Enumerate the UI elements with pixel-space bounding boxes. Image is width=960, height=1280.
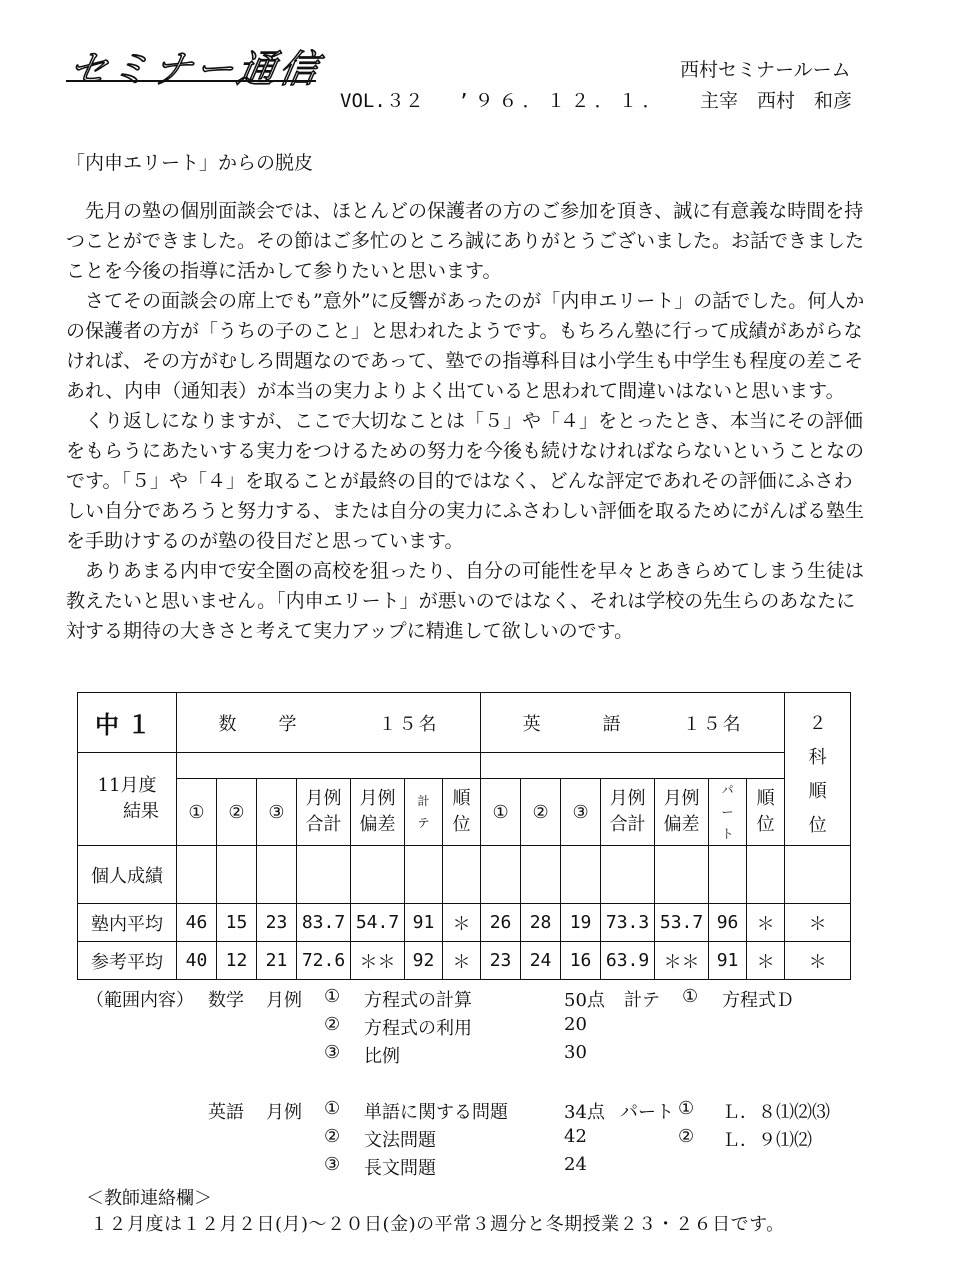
eng-col-part-label: パート	[721, 783, 734, 841]
table-cell: 53.7	[655, 904, 709, 942]
eng-col-q2: ②	[521, 779, 561, 846]
paragraph-1: 先月の塾の個別面談会では、ほとんどの保護者の方のご参加を頂き、誠に有意義な時間を持つことができました。その節はご多忙のところ誠にありがとうございました。お話できましたことを今後の指導に活かして参りたいと思います。	[66, 200, 865, 282]
table-cell	[561, 846, 601, 904]
math-col-rank-label: 順位	[452, 788, 471, 835]
math-test-item-name: 方程式Ｄ	[722, 990, 794, 1011]
table-cell: 92	[405, 942, 443, 980]
eng-col-q3: ③	[561, 779, 601, 846]
english-subject-label: 英語	[208, 1102, 244, 1123]
article-body	[66, 196, 866, 646]
math-item-1-points: 50点	[564, 990, 605, 1011]
two-subject-rank-header	[785, 693, 851, 846]
english-item-2-points: 42	[564, 1126, 587, 1147]
math-col-kei-label: 計テ	[417, 794, 430, 830]
math-col-dev	[351, 779, 405, 846]
math-col-total	[297, 779, 351, 846]
table-cell: ＊	[443, 904, 481, 942]
volume-number: VOL.３２	[340, 90, 424, 112]
table-cell: 40	[177, 942, 217, 980]
math-col-dev-label: 月例偏差	[359, 788, 396, 835]
english-test-item-2-name: Ｌ．９⑴⑵	[722, 1130, 812, 1151]
table-row-personal	[78, 846, 851, 904]
eng-col-q1: ①	[481, 779, 521, 846]
math-item-2-no: ②	[324, 1014, 341, 1035]
english-test-item-1-no: ①	[678, 1098, 695, 1119]
article-headline: 「内申エリート」からの脱皮	[66, 152, 314, 174]
english-type-label: 月例	[266, 1102, 302, 1123]
math-subject-label: 数学	[208, 990, 244, 1011]
table-cell	[297, 846, 351, 904]
row-label-reference: 参考平均	[78, 942, 177, 980]
table-cell: 15	[217, 904, 257, 942]
table-header-row	[78, 693, 851, 753]
owner-name: 主宰 西村 和彦	[700, 90, 853, 112]
table-cell: ＊	[785, 942, 851, 980]
table-cell	[405, 846, 443, 904]
table-cell: 83.7	[297, 904, 351, 942]
range-contents	[86, 986, 906, 1179]
range-label: （範囲内容）	[86, 990, 194, 1011]
eng-col-dev-label: 月例偏差	[663, 788, 700, 835]
english-item-3-no: ③	[324, 1154, 341, 1175]
eng-col-part	[709, 779, 747, 846]
table-cell: 23	[257, 904, 297, 942]
table-subheader-row-1	[78, 753, 851, 779]
two-subject-rank-label: ２科順位	[808, 713, 827, 836]
english-test-label: パート	[620, 1102, 674, 1123]
table-cell: 16	[561, 942, 601, 980]
math-col-kei	[405, 779, 443, 846]
paragraph-2: さてその面談会の席上でも”意外”に反響があったのが「内申エリート」の話でした。何人かの保護者の方が「うちの子のこと」と思われたようです。もちろん塾に行って成績があがらなければ、その方がむしろ問題なのであって、塾での指導科目は小学生も中学生も程度の差こそあれ、内申（通知表）が本当の実力よりよく出ていると思われて間違いはないと思います。	[66, 290, 865, 402]
math-col-rank	[443, 779, 481, 846]
newsletter-title: セミナー通信	[65, 47, 326, 91]
english-item-3-points: 24	[564, 1154, 587, 1175]
org-name: 西村セミナールーム	[680, 59, 851, 81]
month-result-label	[78, 753, 177, 846]
table-cell: 72.6	[297, 942, 351, 980]
table-cell: 96	[709, 904, 747, 942]
english-item-1-no: ①	[324, 1098, 341, 1119]
table-cell	[443, 846, 481, 904]
teacher-contact-heading: ＜教師連絡欄＞	[86, 1188, 212, 1209]
english-header: 英 語 １５名	[481, 693, 785, 753]
english-item-1-name: 単語に関する問題	[364, 1102, 508, 1123]
table-cell: ＊＊	[351, 942, 405, 980]
table-cell	[481, 846, 521, 904]
table-cell: 54.7	[351, 904, 405, 942]
paragraph-4: ありあまる内申で安全圏の高校を狙ったり、自分の可能性を早々とあきらめてしまう生徒は教えたいと思いません。「内申エリート」が悪いのではなく、それは学校の先生らのあなたに対する期待の大きさと考えて実力アップに精進して欲しいのです。	[66, 560, 865, 642]
math-test-label: 計テ	[624, 990, 660, 1011]
math-col-q2: ②	[217, 779, 257, 846]
english-subheader-spacer	[481, 753, 785, 779]
eng-col-rank-label: 順位	[756, 788, 775, 835]
table-cell: 91	[709, 942, 747, 980]
math-subheader-spacer	[177, 753, 481, 779]
table-row-reference-average	[78, 942, 851, 980]
math-item-3-name: 比例	[364, 1046, 400, 1067]
table-cell	[217, 846, 257, 904]
math-item-2-name: 方程式の利用	[364, 1018, 472, 1039]
math-col-total-label: 月例合計	[305, 788, 342, 835]
table-cell	[351, 846, 405, 904]
table-cell: ＊＊	[655, 942, 709, 980]
table-cell	[747, 846, 785, 904]
table-cell	[257, 846, 297, 904]
eng-col-rank	[747, 779, 785, 846]
english-item-3-name: 長文問題	[364, 1158, 436, 1179]
table-cell	[601, 846, 655, 904]
math-type-label: 月例	[266, 990, 302, 1011]
math-item-1-name: 方程式の計算	[364, 990, 472, 1011]
eng-col-dev	[655, 779, 709, 846]
english-item-2-no: ②	[324, 1126, 341, 1147]
math-item-2-points: 20	[564, 1014, 587, 1035]
table-cell: 12	[217, 942, 257, 980]
table-cell	[655, 846, 709, 904]
table-cell: 23	[481, 942, 521, 980]
math-item-1-no: ①	[324, 986, 341, 1007]
table-cell: 24	[521, 942, 561, 980]
table-cell: 26	[481, 904, 521, 942]
results-table	[77, 692, 851, 980]
math-item-3-no: ③	[324, 1042, 341, 1063]
math-col-q3: ③	[257, 779, 297, 846]
table-cell	[177, 846, 217, 904]
grade-label: 中１	[78, 693, 177, 753]
english-test-item-1-name: Ｌ．８⑴⑵⑶	[722, 1102, 830, 1123]
issue-date: ’９６．１２．１．	[458, 90, 667, 112]
table-cell: 28	[521, 904, 561, 942]
table-row-juku-average	[78, 904, 851, 942]
teacher-contact-text: １２月度は１２月２日(月)～２０日(金)の平常３週分と冬期授業２３・２６日です。	[90, 1214, 785, 1235]
table-cell	[709, 846, 747, 904]
table-cell: 46	[177, 904, 217, 942]
math-item-3-points: 30	[564, 1042, 587, 1063]
english-item-1-points: 34点	[564, 1102, 605, 1123]
row-label-juku: 塾内平均	[78, 904, 177, 942]
table-cell: ＊	[747, 942, 785, 980]
math-header: 数 学 １５名	[177, 693, 481, 753]
table-cell: 63.9	[601, 942, 655, 980]
table-cell	[785, 846, 851, 904]
table-cell: 91	[405, 904, 443, 942]
row-label-personal: 個人成績	[78, 846, 177, 904]
table-cell: ＊	[747, 904, 785, 942]
eng-col-total	[601, 779, 655, 846]
table-cell: 73.3	[601, 904, 655, 942]
table-cell	[521, 846, 561, 904]
title-underline	[66, 80, 316, 82]
english-item-2-name: 文法問題	[364, 1130, 436, 1151]
month-label: 11月度	[97, 775, 157, 796]
table-cell: ＊	[785, 904, 851, 942]
english-test-item-2-no: ②	[678, 1126, 695, 1147]
paragraph-3: くり返しになりますが、ここで大切なことは「５」や「４」をとったとき、本当にその評価をもらうにあたいする実力をつけるための努力を今後も続けなければならないということなのです。「５」や「４」を取ることが最終の目的ではなく、どんな評定であれその評価にふさわしい自分であろうと努力する、または自分の実力にふさわしい評価を取るためにがんばる塾生を手助けするのが塾の役目だと思っています。	[66, 410, 865, 552]
table-cell: 21	[257, 942, 297, 980]
result-label: 結果	[123, 801, 159, 822]
math-test-item-no: ①	[682, 986, 699, 1007]
math-col-q1: ①	[177, 779, 217, 846]
eng-col-total-label: 月例合計	[609, 788, 646, 835]
table-cell: ＊	[443, 942, 481, 980]
table-cell: 19	[561, 904, 601, 942]
table-subheader-row-2	[78, 779, 851, 846]
